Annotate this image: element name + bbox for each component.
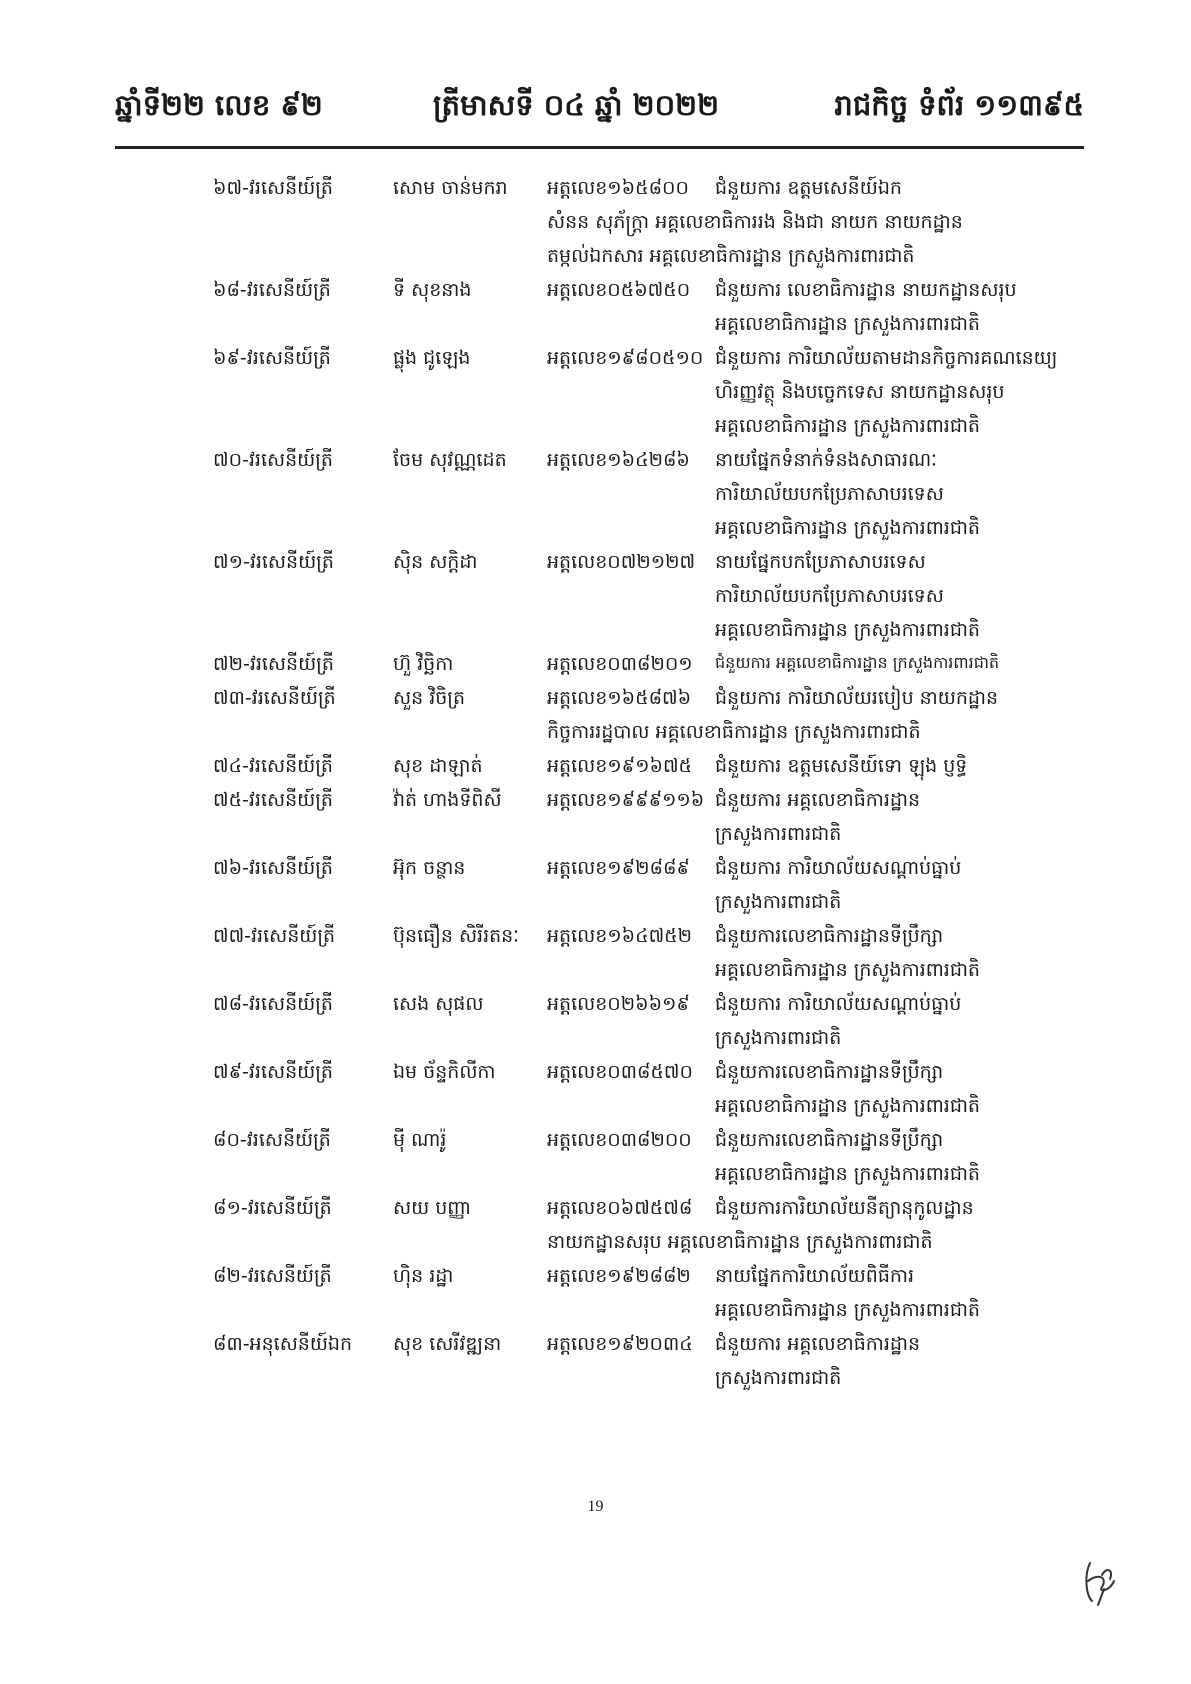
entry-position: អគ្គលេខាធិការដ្ឋាន ក្រសួងការពារជាតិ xyxy=(715,1163,980,1185)
entry-position: ជំនួយការ ការិយាល័យតាមដានកិច្ចការគណនេយ្យ xyxy=(715,347,1058,369)
entry-line-main xyxy=(0,1328,1191,1362)
list-item xyxy=(0,852,1191,920)
entry-name: សេង សុផល xyxy=(393,993,484,1015)
entry-name: ហ៊ិន រដ្ឋា xyxy=(393,1265,454,1287)
list-item xyxy=(0,682,1191,750)
entry-id: អត្តលេខ១៩២៨៨២ xyxy=(547,1265,691,1287)
entry-line-main xyxy=(0,648,1191,682)
entry-rank: ៨២-វរសេនីយ៍ត្រី xyxy=(213,1265,332,1287)
entry-line-main xyxy=(0,988,1191,1022)
entry-line-main xyxy=(0,172,1191,206)
entry-position: អគ្គលេខាធិការដ្ឋាន ក្រសួងការពារជាតិ xyxy=(715,1299,980,1321)
entry-rank: ៧៤-វរសេនីយ៍ត្រី xyxy=(213,755,333,777)
entry-id: អត្តលេខ១៩១៦៧៥ xyxy=(547,755,693,777)
entry-rank: ៨៣-អនុសេនីយ៍ឯក xyxy=(213,1333,353,1355)
entry-position: អគ្គលេខាធិការដ្ឋាន ក្រសួងការពារជាតិ xyxy=(715,313,980,335)
entry-rank: ៨០-វរសេនីយ៍ត្រី xyxy=(213,1129,331,1151)
entry-name: សុខ ដាឡាត់ xyxy=(393,755,483,777)
list-item xyxy=(0,784,1191,852)
entry-line-main xyxy=(0,852,1191,886)
entry-position: នាយកដ្ឋានសរុប អគ្គលេខាធិការដ្ឋាន ក្រសួងការពារជាតិ xyxy=(547,1231,933,1253)
entry-line-continuation xyxy=(0,954,1191,988)
entry-position: អគ្គលេខាធិការដ្ឋាន ក្រសួងការពារជាតិ xyxy=(715,619,980,641)
entry-line-continuation xyxy=(0,1158,1191,1192)
gazette-header xyxy=(115,88,1084,134)
entry-line-continuation xyxy=(0,1090,1191,1124)
entry-list xyxy=(0,172,1191,1396)
entry-rank: ៧០-វរសេនីយ៍ត្រី xyxy=(213,449,333,471)
entry-line-main xyxy=(0,342,1191,376)
list-item xyxy=(0,648,1191,682)
entry-line-continuation xyxy=(0,716,1191,750)
header-issue: ឆ្នាំទី២២ លេខ ៩២ xyxy=(115,88,323,122)
entry-rank: ៧៩-វរសេនីយ៍ត្រី xyxy=(213,1061,333,1083)
entry-line-continuation xyxy=(0,1294,1191,1328)
entry-rank: ៨១-វរសេនីយ៍ត្រី xyxy=(213,1197,332,1219)
list-item xyxy=(0,172,1191,274)
entry-line-continuation xyxy=(0,818,1191,852)
entry-name: ហ៊ួ វិច្ឆិកា xyxy=(393,653,454,675)
entry-position: ក្រសួងការពារជាតិ xyxy=(715,1367,842,1389)
entry-line-continuation xyxy=(0,886,1191,920)
entry-name: ឯម ច័ន្ទកិលីកា xyxy=(393,1061,496,1083)
entry-line-main xyxy=(0,682,1191,716)
entry-rank: ៧៧-វរសេនីយ៍ត្រី xyxy=(213,925,336,947)
entry-name: ស៊ិន សក្ដិដា xyxy=(393,551,478,573)
entry-rank: ៦៨-វរសេនីយ៍ត្រី xyxy=(213,279,331,301)
entry-line-continuation xyxy=(0,1226,1191,1260)
entry-line-continuation xyxy=(0,308,1191,342)
entry-position: ជំនួយការ ការិយាល័យរបៀប នាយកដ្ឋាន xyxy=(715,687,999,709)
list-item xyxy=(0,1328,1191,1396)
entry-position: អគ្គលេខាធិការដ្ឋាន ក្រសួងការពារជាតិ xyxy=(715,1095,980,1117)
entry-position: ជំនួយការ ការិយាល័យសណ្ដាប់ធ្នាប់ xyxy=(715,993,962,1015)
entry-position: ក្រសួងការពារជាតិ xyxy=(715,891,842,913)
entry-name: សុខ សេរីវឌ្ឍនា xyxy=(393,1333,502,1355)
entry-line-continuation xyxy=(0,580,1191,614)
list-item xyxy=(0,546,1191,648)
entry-rank: ៧២-វរសេនីយ៍ត្រី xyxy=(213,653,334,675)
entry-id: អត្តលេខ១៩៨០៥១០ xyxy=(547,347,704,369)
entry-position: នាយផ្នែកបកប្រែភាសាបរទេស xyxy=(715,551,926,573)
entry-line-main xyxy=(0,1124,1191,1158)
entry-rank: ៧៣-វរសេនីយ៍ត្រី xyxy=(213,687,336,709)
list-item xyxy=(0,988,1191,1056)
entry-line-main xyxy=(0,784,1191,818)
entry-line-main xyxy=(0,920,1191,954)
entry-id: អត្តលេខ១៩២០៣៤ xyxy=(547,1333,693,1355)
entry-line-continuation xyxy=(0,1022,1191,1056)
entry-name: ផ្លុង ជូឡេង xyxy=(393,347,471,369)
entry-line-continuation xyxy=(0,512,1191,546)
entry-name: អ៊ុក ចន្ថាន xyxy=(393,857,466,879)
entry-id: អត្តលេខ០៣៨៥៧០ xyxy=(547,1061,693,1083)
list-item xyxy=(0,1056,1191,1124)
entry-position: កិច្ចការរដ្ឋបាល អគ្គលេខាធិការដ្ឋាន ក្រសួងការពារជាតិ xyxy=(547,721,921,743)
header-page: រាជកិច្ច ទំព័រ ១១៣៩៥ xyxy=(834,88,1084,122)
entry-line-main xyxy=(0,750,1191,784)
entry-position: ក្រសួងការពារជាតិ xyxy=(715,1027,842,1049)
entry-position: តម្កល់ឯកសារ អគ្គលេខាធិការដ្ឋាន ក្រសួងការពារជាតិ xyxy=(547,245,915,267)
entry-id: អត្តលេខ១៩៩៩១១៦ xyxy=(547,789,705,811)
entry-line-main xyxy=(0,1056,1191,1090)
entry-line-main xyxy=(0,444,1191,478)
entry-rank: ៧៦-វរសេនីយ៍ត្រី xyxy=(213,857,333,879)
header-rule xyxy=(115,146,1084,149)
entry-position: ជំនួយការ ឧត្តមសេនីយ៍ទោ ឡុង ប្ញទ្ធិ xyxy=(715,755,968,777)
entry-position: អគ្គលេខាធិការដ្ឋាន ក្រសួងការពារជាតិ xyxy=(715,959,980,981)
entry-rank: ៧១-វរសេនីយ៍ត្រី xyxy=(213,551,334,573)
entry-rank: ៦៩-វរសេនីយ៍ត្រី xyxy=(213,347,331,369)
entry-line-continuation xyxy=(0,478,1191,512)
entry-rank: ៦៧-វរសេនីយ៍ត្រី xyxy=(213,177,333,199)
entry-name: ម៉ី ណារ៉ូ xyxy=(393,1129,447,1151)
entry-position: ជំនួយការ អគ្គលេខាធិការដ្ឋាន xyxy=(715,789,921,811)
list-item xyxy=(0,1124,1191,1192)
entry-id: អត្តលេខ០២៦៦១៩ xyxy=(547,993,690,1015)
entry-position: អគ្គលេខាធិការដ្ឋាន ក្រសួងការពារជាតិ xyxy=(715,517,980,539)
entry-line-main xyxy=(0,1192,1191,1226)
entry-line-continuation xyxy=(0,376,1191,410)
entry-position: អគ្គលេខាធិការដ្ឋាន ក្រសួងការពារជាតិ xyxy=(715,415,980,437)
entry-position: នាយផ្នែកទំនាក់ទំនងសាធារណៈ xyxy=(715,449,937,471)
entry-id: អត្តលេខ១៦៤៧៥២ xyxy=(547,925,693,947)
entry-line-continuation xyxy=(0,240,1191,274)
entry-position: ជំនួយការ អគ្គលេខាធិការដ្ឋាន ក្រសួងការពារជាតិ xyxy=(715,653,1000,672)
entry-name: ចែម សុវណ្ណដេត xyxy=(393,449,507,471)
signature-mark xyxy=(1080,1555,1124,1607)
entry-position: ជំនួយការលេខាធិការដ្ឋានទីប្រឹក្សា xyxy=(715,925,944,947)
entry-line-continuation xyxy=(0,1362,1191,1396)
entry-name: ទី សុខនាង xyxy=(393,279,472,301)
page-number: 19 xyxy=(587,1498,604,1515)
entry-position: ការិយាល័យបកប្រែភាសាបរទេស xyxy=(715,483,944,505)
entry-id: អត្តលេខ០៥៦៧៥០ xyxy=(547,279,691,301)
entry-id: អត្តលេខ១៦៥៨០០ xyxy=(547,177,689,199)
entry-rank: ៧៨-វរសេនីយ៍ត្រី xyxy=(213,993,333,1015)
list-item xyxy=(0,1192,1191,1260)
list-item xyxy=(0,920,1191,988)
list-item xyxy=(0,750,1191,784)
entry-id: អត្តលេខ០៣៨២០០ xyxy=(547,1129,692,1151)
entry-position: ក្រសួងការពារជាតិ xyxy=(715,823,842,845)
entry-position: សំនន សុភ័ក្ត្រា អគ្គលេខាធិការរង និងជា នាយក នាយកដ្ឋាន xyxy=(547,211,963,233)
entry-id: អត្តលេខ០៦៧៥៧៨ xyxy=(547,1197,693,1219)
entry-id: អត្តលេខ០៧២១២៧ xyxy=(547,551,696,573)
entry-position: ជំនួយការ ឧត្តមសេនីយ៍ឯក xyxy=(715,177,902,199)
entry-position: ហិរញ្ញវត្ថុ និងបច្ចេកទេស នាយកដ្ឋានសរុប xyxy=(715,381,1005,403)
entry-position: ជំនួយការ លេខាធិការដ្ឋាន នាយកដ្ឋានសរុប xyxy=(715,279,1017,301)
entry-line-continuation xyxy=(0,410,1191,444)
list-item xyxy=(0,342,1191,444)
entry-name: សួន វិចិត្រ xyxy=(393,687,466,709)
entry-id: អត្តលេខ១៦៤២៨៦ xyxy=(547,449,690,471)
entry-line-main xyxy=(0,546,1191,580)
entry-position: នាយផ្នែកការិយាល័យពិធីការ xyxy=(715,1265,914,1287)
list-item xyxy=(0,444,1191,546)
entry-name: សោម ចាន់មករា xyxy=(393,177,508,199)
entry-position: ការិយាល័យបកប្រែភាសាបរទេស xyxy=(715,585,944,607)
entry-name: វ៉ាត់ ហាងទីពិសី xyxy=(393,789,502,811)
entry-line-main xyxy=(0,274,1191,308)
entry-position: ជំនួយការលេខាធិការដ្ឋានទីប្រឹក្សា xyxy=(715,1061,944,1083)
list-item xyxy=(0,274,1191,342)
entry-id: អត្តលេខ១៦៥៨៧៦ xyxy=(547,687,692,709)
header-quarter: ត្រីមាសទី ០៤ ឆ្នាំ ២០២២ xyxy=(433,88,720,122)
entry-position: ជំនួយការ អគ្គលេខាធិការដ្ឋាន xyxy=(715,1333,921,1355)
entry-line-continuation xyxy=(0,206,1191,240)
entry-position: ជំនួយការ ការិយាល័យសណ្ដាប់ធ្នាប់ xyxy=(715,857,962,879)
entry-id: អត្តលេខ១៩២៨៨៩ xyxy=(547,857,690,879)
list-item xyxy=(0,1260,1191,1328)
entry-name: ប៊ុនធឿន សិរីរតនៈ xyxy=(393,925,520,947)
entry-rank: ៧៥-វរសេនីយ៍ត្រី xyxy=(213,789,333,811)
entry-position: ជំនួយការការិយាល័យនីត្យានុកូលដ្ឋាន xyxy=(715,1197,974,1219)
entry-name: សយ បញ្ញា xyxy=(393,1197,472,1219)
entry-line-continuation xyxy=(0,614,1191,648)
entry-position: ជំនួយការលេខាធិការដ្ឋានទីប្រឹក្សា xyxy=(715,1129,944,1151)
entry-id: អត្តលេខ០៣៨២០១ xyxy=(547,653,693,675)
entry-line-main xyxy=(0,1260,1191,1294)
